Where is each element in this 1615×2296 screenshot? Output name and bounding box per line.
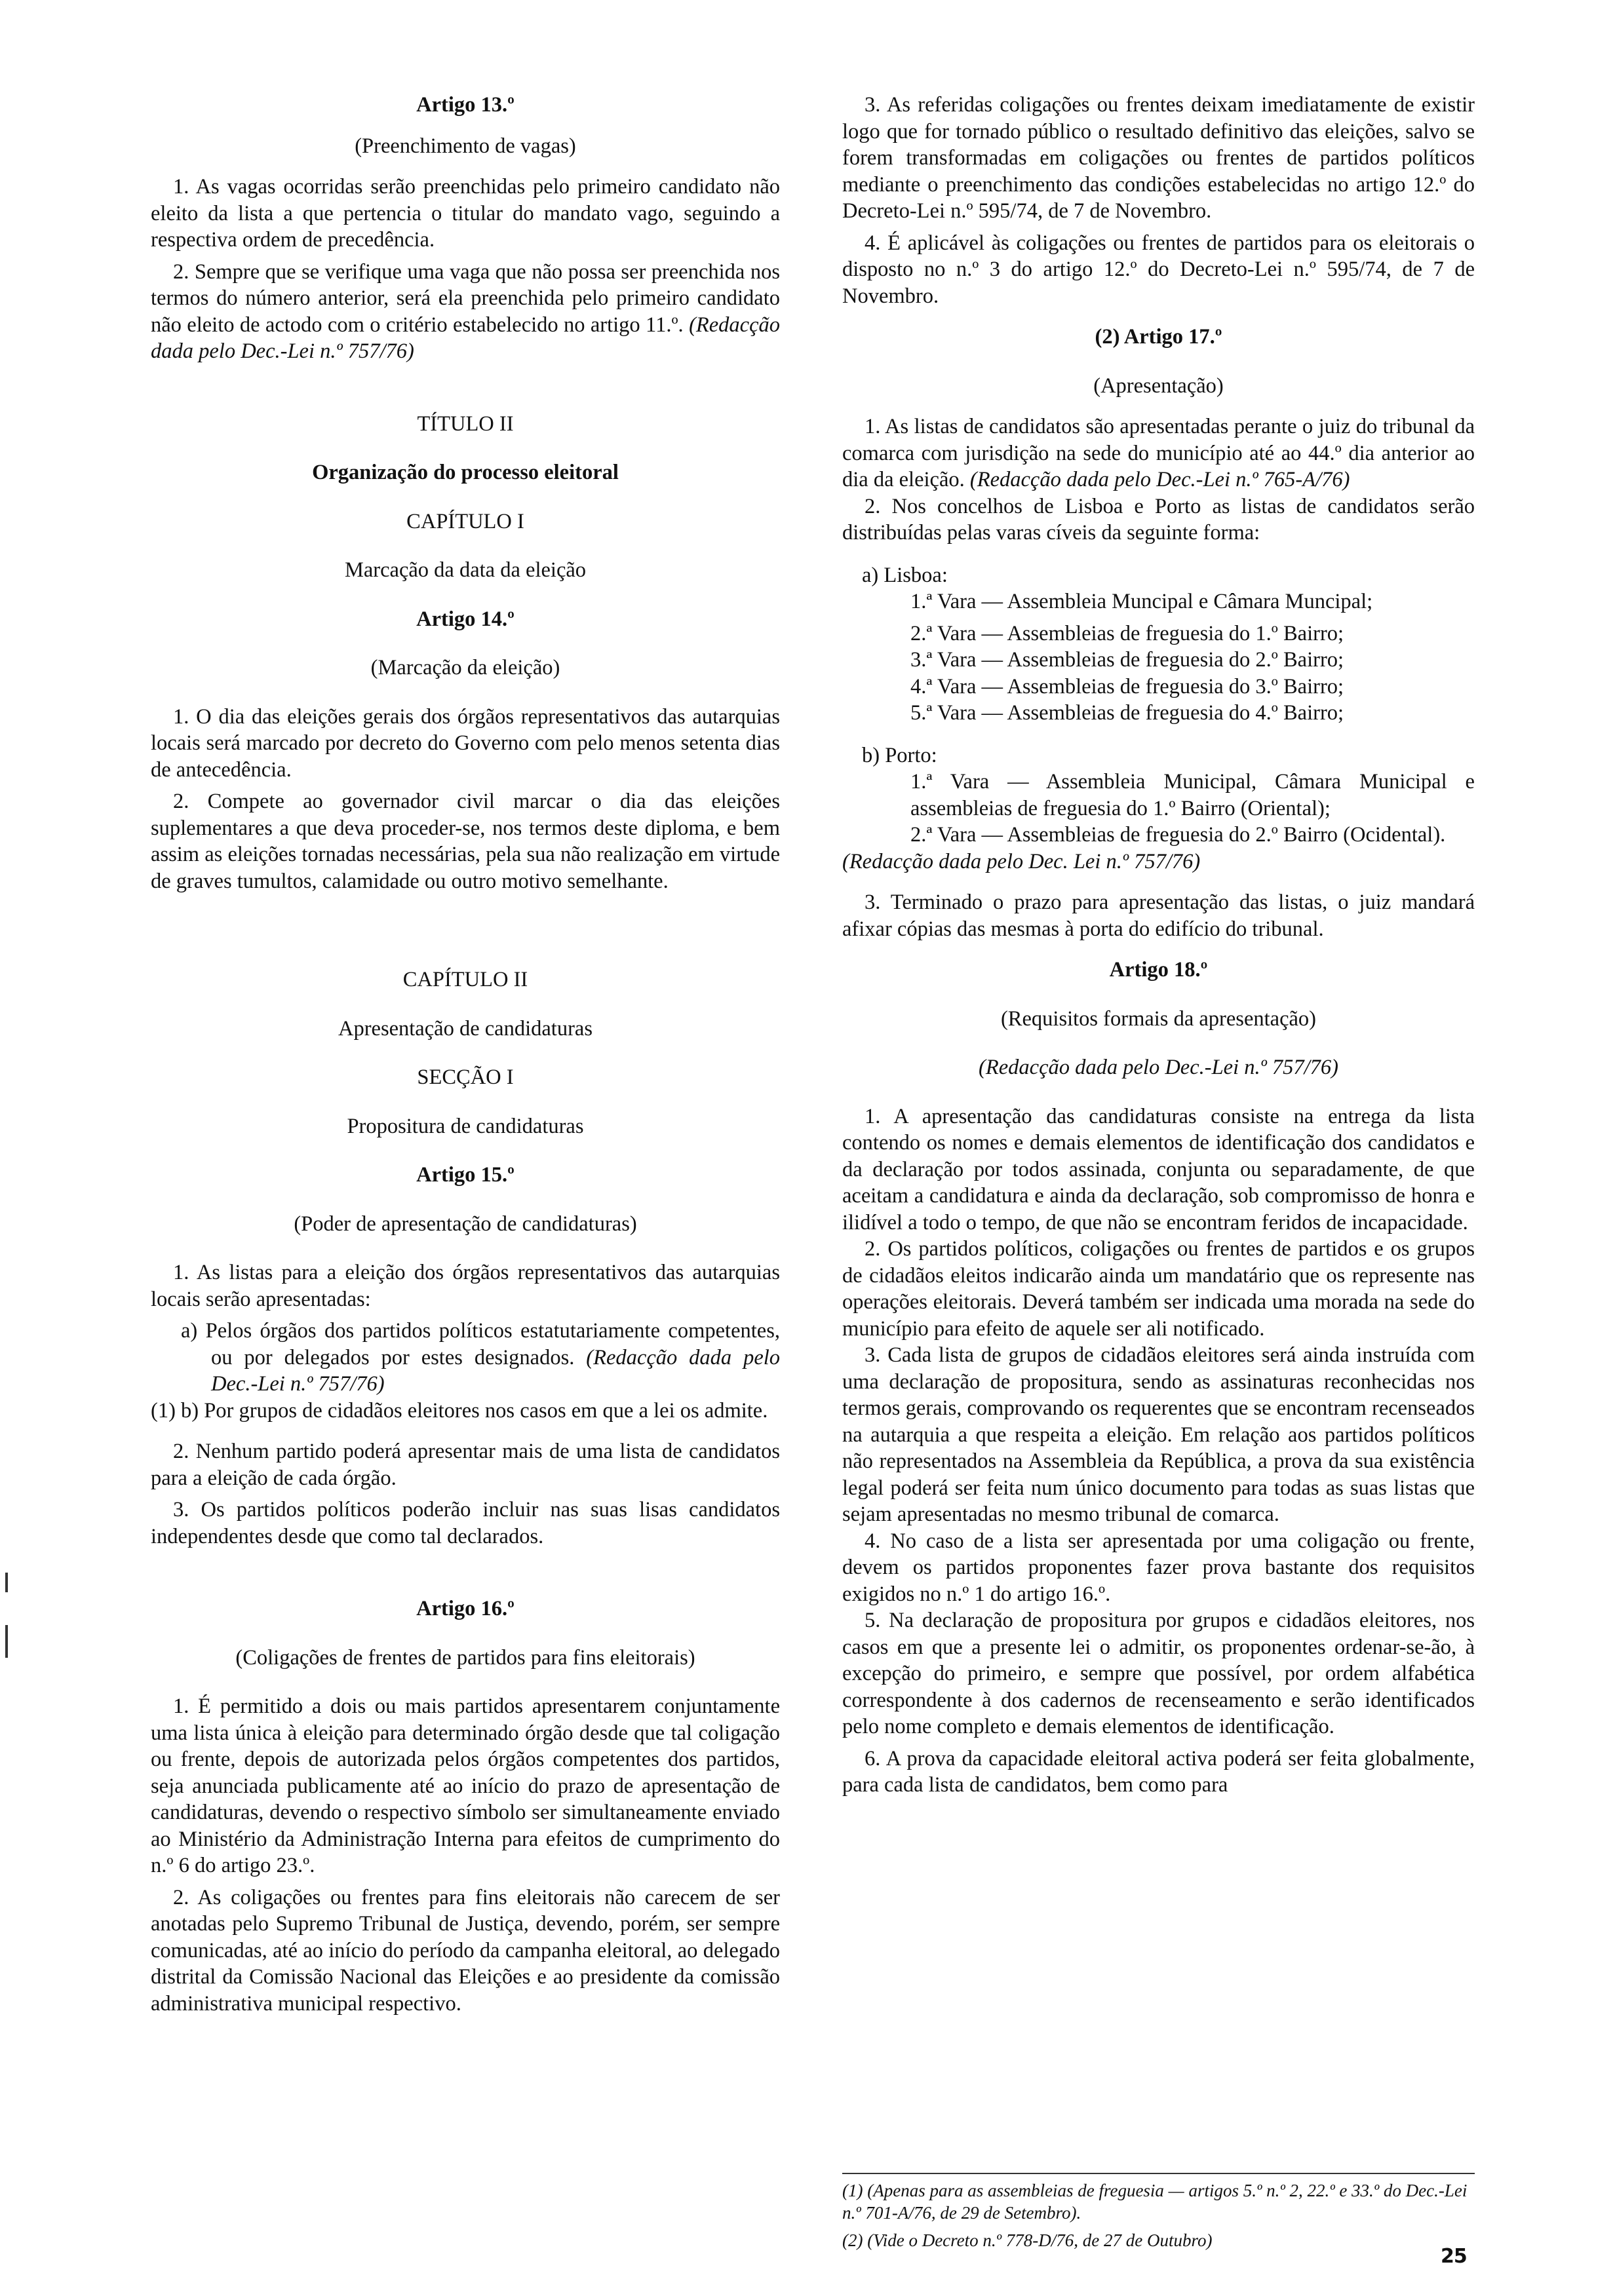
- article-18-note: (Redacção dada pelo Dec.-Lei n.º 757/76): [979, 1056, 1338, 1079]
- article-14-paragraph-1: 1. O dia das eleições gerais dos órgãos representativos das autarquias locais será marcado por decreto do Governo com pelo menos setenta dias de antecedência.: [151, 704, 780, 782]
- article-13-paragraph-2-text: 2. Sempre que se verifique uma vaga que não possa ser preenchida nos termos do número anterior, será ela preenchida pelo primeiro candidato não eleito de actodo com o critério estabelecido no artigo 11.º.: [151, 259, 780, 337]
- footnotes: [842, 2173, 1475, 2251]
- article-17-note: (Redacção dada pelo Dec. Lei n.º 757/76): [842, 849, 1201, 873]
- chapter-2-subheading: Apresentação de candidaturas: [338, 1016, 593, 1041]
- article-17-paragraph-1-note: (Redacção dada pelo Dec.-Lei n.º 765-A/76): [969, 468, 1350, 491]
- article-15-paragraph-1: 1. As listas para a eleição dos órgãos representativos das autarquias locais serão apresentadas:: [151, 1261, 780, 1311]
- article-14-title: Artigo 14.º: [416, 607, 515, 631]
- article-15-paragraph-2: 2. Nenhum partido poderá apresentar mais de uma lista de candidatos para a eleição de cada órgão.: [151, 1440, 780, 1490]
- title-heading: TÍTULO II: [417, 411, 514, 436]
- article-18-paragraph-3: 3. Cada lista de grupos de cidadãos eleitores será ainda instruída com uma declaração de propositura, sendo as assinaturas reconhecidas nos termos gerais, comprovando os requerentes que se encontram recenseados na autarquia a que respeita a eleição. Em relação aos partidos políticos não representados na Assembleia da República, a prova da sua existência legal poderá ser feita num único documento para todas as suas listas que sejam apresentadas no mesmo tribunal de comarca.: [842, 1343, 1475, 1526]
- article-15-subtitle: (Poder de apresentação de candidaturas): [294, 1212, 637, 1236]
- article-16-subtitle: (Coligações de frentes de partidos para fins eleitorais): [235, 1645, 695, 1670]
- article-17-subtitle: (Apresentação): [1093, 373, 1224, 398]
- lisboa-vara-2: 2.ª Vara — Assembleias de freguesia do 1.º Bairro;: [910, 621, 1344, 645]
- left-column: [151, 92, 780, 2017]
- article-13-paragraph-2-note: (Redacção dada pelo Dec.-Lei n.º 757/76): [151, 313, 781, 363]
- article-18-subtitle: (Requisitos formais da apresentação): [1000, 1006, 1316, 1031]
- title-subheading: Organização do processo eleitoral: [312, 461, 619, 484]
- lisboa-vara-5: 5.ª Vara — Assembleias de freguesia do 4.º Bairro;: [910, 701, 1344, 725]
- article-14-paragraph-2: 2. Compete ao governador civil marcar o dia das eleições suplementares a que deva proceder-se, nos termos deste diploma, e bem assim as eleições tornadas necessárias, pela sua não realização em virtude de graves tumultos, calamidade ou outro motivo semelhante.: [151, 790, 780, 893]
- chapter-2-heading: CAPÍTULO II: [402, 968, 528, 991]
- article-17-paragraph-3: 3. Terminado o prazo para apresentação das listas, o juiz mandará afixar cópias das mesmas à porta do edifício do tribunal.: [842, 890, 1475, 941]
- section-1-subheading: Propositura de candidaturas: [347, 1114, 584, 1138]
- margin-mark: [5, 1625, 8, 1658]
- article-18-paragraph-6: 6. A prova da capacidade eleitoral activa poderá ser feita globalmente, para cada lista de candidatos, bem como para: [842, 1746, 1475, 1797]
- footnote-2: (2) (Vide o Decreto n.º 778-D/76, de 27 de Outubro): [842, 2230, 1213, 2250]
- article-17-title: (2) Artigo 17.º: [1095, 325, 1222, 349]
- article-18-title: Artigo 18.º: [1109, 958, 1208, 982]
- article-17-paragraph-1: [842, 413, 1475, 493]
- porto-heading: b) Porto:: [862, 743, 937, 767]
- article-15-paragraph-3: 3. Os partidos políticos poderão incluir nas suas lisas candidatos independentes desde que como tal declarados.: [151, 1498, 780, 1548]
- article-14-subtitle: (Marcação da eleição): [370, 656, 560, 679]
- chapter-1-subheading: Marcação da data da eleição: [344, 558, 587, 582]
- lisboa-heading: a) Lisboa:: [862, 563, 948, 587]
- article-18-paragraph-4: 4. No caso de a lista ser apresentada por uma coligação ou frente, devem os partidos proponentes fazer prova bastante dos requisitos exigidos no n.º 1 do artigo 16.º.: [842, 1529, 1475, 1606]
- lisboa-vara-1: 1.ª Vara — Assembleia Muncipal e Câmara Muncipal;: [910, 590, 1373, 613]
- article-17-paragraph-2: 2. Nos concelhos de Lisboa e Porto as listas de candidatos serão distribuídas pelas varas cíveis da seguinte forma:: [842, 494, 1475, 545]
- lisboa-vara-4: 4.ª Vara — Assembleias de freguesia do 3.º Bairro;: [910, 674, 1344, 698]
- porto-vara-2: 2.ª Vara — Assembleias de freguesia do 2.º Bairro (Ocidental).: [910, 823, 1446, 847]
- article-13-paragraph-1: 1. As vagas ocorridas serão preenchidas pelo primeiro candidato não eleito da lista a que pertencia o titular do mandato vago, seguindo a respectiva ordem de precedência.: [151, 175, 780, 252]
- article-18-paragraph-1: 1. A apresentação das candidaturas consiste na entrega da lista contendo os nomes e demais elementos de identificação dos candidatos e da declaração por todos assinada, conjunta ou separadamente, de que aceitam a candidatura e ainda da declaração, sob compromisso de honra e ilidível a todo o tempo, de que não se encontram feridos de incapacidade.: [842, 1104, 1475, 1234]
- lisboa-vara-3: 3.ª Vara — Assembleias de freguesia do 2.º Bairro;: [910, 648, 1344, 672]
- article-16-paragraph-3: 3. As referidas coligações ou frentes deixam imediatamente de existir logo que for tornado público o resultado definitivo das eleições, salvo se forem transformadas em coligações ou frentes de partidos políticos mediante o preenchimento das condições estabelecidas no artigo 12.º do Decreto-Lei n.º 595/74, de 7 de Novembro.: [842, 93, 1475, 223]
- article-15-item-b: (1) b) Por grupos de cidadãos eleitores nos casos em que a lei os admite.: [151, 1398, 768, 1423]
- article-18-paragraph-5: 5. Na declaração de propositura por grupos e cidadãos eleitores, nos casos em que a presente lei o admitir, os proponentes ordenar-se-ão, à excepção do primeiro, e sempre que possível, por ordem alfabética correspondente à dos cadernos de recenseamento e serão identificados pelo nome completo e demais elementos de identificação.: [842, 1609, 1475, 1738]
- right-column: [842, 92, 1475, 1799]
- article-13-paragraph-2: [151, 259, 780, 365]
- article-15-item-a-note: (Redacção dada pelo Dec.-Lei n.º 757/76): [211, 1345, 781, 1396]
- margin-mark: [5, 1573, 8, 1592]
- section-1-heading: SECÇÃO I: [417, 1065, 514, 1089]
- article-15-item-a: [151, 1318, 780, 1398]
- article-16-paragraph-2: 2. As coligações ou frentes para fins eleitorais não carecem de ser anotadas pelo Supremo Tribunal de Justiça, devendo, porém, ser sempre comunicadas, até ao início do período da campanha eleitoral, ao delegado distrital da Comissão Nacional das Eleições e ao presidente da comissão administrativa municipal respectivo.: [151, 1885, 780, 2016]
- article-17-paragraph-1-text: 1. As listas de candidatos são apresentadas perante o juiz do tribunal da comarca com jurisdição na sede do município até ao 44.º dia anterior ao dia da eleição.: [842, 415, 1475, 491]
- article-15-title: Artigo 15.º: [416, 1163, 515, 1187]
- article-15-item-a-text: a) Pelos órgãos dos partidos políticos estatutariamente competentes, ou por delegados por estes designados.: [181, 1319, 780, 1369]
- article-16-title: Artigo 16.º: [416, 1597, 515, 1620]
- article-13-title: Artigo 13.º: [416, 93, 515, 117]
- footnote-1: (1) (Apenas para as assembleias de freguesia — artigos 5.º n.º 2, 22.º e 33.º do Dec.-Lei n.º 701-A/76, de 29 de Setembro).: [842, 2181, 1468, 2223]
- page-number: 25: [1441, 2245, 1467, 2268]
- chapter-1-heading: CAPÍTULO I: [406, 509, 524, 533]
- article-13-subtitle: (Preenchimento de vagas): [355, 134, 576, 158]
- article-16-paragraph-4: 4. É aplicável às coligações ou frentes de partidos para os eleitorais o disposto no n.º 3 do artigo 12.º do Decreto-Lei n.º 595/74, de 7 de Novembro.: [842, 231, 1475, 308]
- article-16-paragraph-1: 1. É permitido a dois ou mais partidos apresentarem conjuntamente uma lista única à eleição para determinado órgão desde que tal coligação ou frente, depois de autorizada pelos órgãos competentes dos partidos, seja anunciada publicamente até ao início do prazo de apresentação de candidaturas, devendo o respectivo símbolo ser simultaneamente enviado ao Ministério da Administração Interna para efeitos de cumprimento do n.º 6 do artigo 23.º.: [151, 1694, 780, 1877]
- article-18-paragraph-2: 2. Os partidos políticos, coligações ou frentes de partidos e os grupos de cidadãos eleitos indicarão ainda um mandatário que os represente nas operações eleitorais. Deverá também ser indicada uma morada na sede do município para efeito de aquele ser ali notificado.: [842, 1237, 1475, 1341]
- porto-vara-1: 1.ª Vara — Assembleia Municipal, Câmara Municipal e assembleias de freguesia do 1.º Bairro (Oriental);: [910, 770, 1475, 820]
